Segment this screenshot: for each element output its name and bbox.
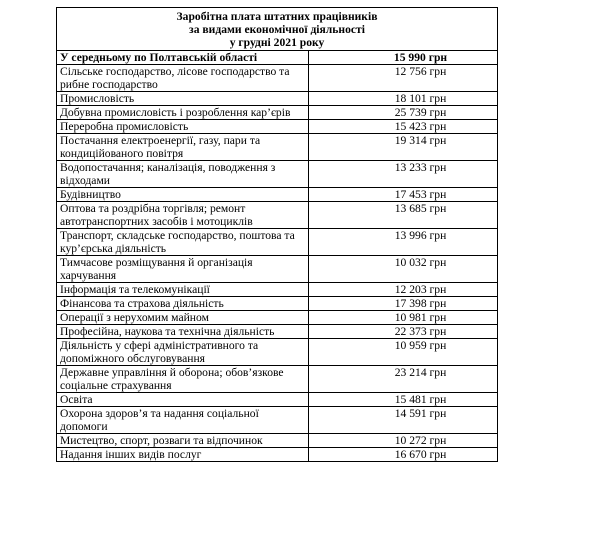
wage-value: 12 203 грн (394, 283, 447, 296)
activity-label: Освіта (57, 393, 309, 407)
wage-value: 13 685 грн (394, 202, 447, 215)
table-row (57, 134, 498, 161)
activity-label: Мистецтво, спорт, розваги та відпочинок (57, 434, 309, 448)
wage-value-cell (309, 229, 498, 256)
wage-value: 25 739 грн (394, 106, 447, 119)
table-row (57, 92, 498, 106)
table-row (57, 120, 498, 134)
wage-value: 18 101 грн (394, 92, 447, 105)
average-value-cell (309, 51, 498, 65)
wage-value-cell (309, 393, 498, 407)
average-label: У середньому по Полтавській області (57, 51, 309, 65)
table-row (57, 65, 498, 92)
wage-value: 17 453 грн (394, 188, 447, 201)
wage-value-cell (309, 106, 498, 120)
wage-value-cell (309, 92, 498, 106)
wage-value-cell (309, 161, 498, 188)
wage-value: 12 756 грн (394, 65, 447, 78)
activity-label: Постачання електроенергії, газу, пари та кондиційованого повітря (57, 134, 309, 161)
activity-label: Оптова та роздрібна торгівля; ремонт автотранспортних засобів і мотоциклів (57, 202, 309, 229)
table-row (57, 202, 498, 229)
wage-value: 13 233 грн (394, 161, 447, 174)
wage-table (56, 7, 498, 462)
wage-value: 19 314 грн (394, 134, 447, 147)
wage-value-cell (309, 65, 498, 92)
wage-value-cell (309, 311, 498, 325)
table-title-line: у грудні 2021 року (229, 36, 325, 49)
wage-value-cell (309, 283, 498, 297)
activity-label: Надання інших видів послуг (57, 448, 309, 462)
activity-label: Інформація та телекомунікації (57, 283, 309, 297)
table-row (57, 106, 498, 120)
table-row (57, 366, 498, 393)
table-row (57, 325, 498, 339)
wage-value-cell (309, 188, 498, 202)
table-row (57, 393, 498, 407)
wage-table-body (57, 8, 498, 462)
activity-label: Державне управління й оборона; обов’язкове соціальне страхування (57, 366, 309, 393)
wage-value: 14 591 грн (394, 407, 447, 420)
wage-value-cell (309, 256, 498, 283)
activity-label: Операції з нерухомим майном (57, 311, 309, 325)
table-row (57, 188, 498, 202)
activity-label: Фінансова та страхова діяльність (57, 297, 309, 311)
average-row (57, 51, 498, 65)
wage-value-cell (309, 448, 498, 462)
title-row (57, 8, 498, 51)
activity-label: Водопостачання; каналізація, поводження з відходами (57, 161, 309, 188)
wage-value: 10 959 грн (394, 339, 447, 352)
wage-value: 10 981 грн (394, 311, 447, 324)
table-row (57, 407, 498, 434)
wage-value: 15 423 грн (394, 120, 447, 133)
activity-label: Охорона здоров’я та надання соціальної допомоги (57, 407, 309, 434)
activity-label: Будівництво (57, 188, 309, 202)
wage-value-cell (309, 407, 498, 434)
activity-label: Тимчасове розміщування й організація харчування (57, 256, 309, 283)
table-row (57, 256, 498, 283)
wage-value: 17 398 грн (394, 297, 447, 310)
table-row (57, 448, 498, 462)
wage-value-cell (309, 434, 498, 448)
activity-label: Добувна промисловість і розроблення кар’єрів (57, 106, 309, 120)
wage-value-cell (309, 134, 498, 161)
table-title-line: за видами економічної діяльності (189, 23, 365, 36)
activity-label: Переробна промисловість (57, 120, 309, 134)
wage-value-cell (309, 339, 498, 366)
table-row (57, 311, 498, 325)
wage-value-cell (309, 202, 498, 229)
table-row (57, 229, 498, 256)
wage-value-cell (309, 366, 498, 393)
wage-value: 10 272 грн (394, 434, 447, 447)
table-row (57, 283, 498, 297)
wage-value: 16 670 грн (394, 448, 447, 461)
activity-label: Сільське господарство, лісове господарство та рибне господарство (57, 65, 309, 92)
wage-value: 10 032 грн (394, 256, 447, 269)
activity-label: Професійна, наукова та технічна діяльність (57, 325, 309, 339)
wage-value: 13 996 грн (394, 229, 447, 242)
activity-label: Транспорт, складське господарство, поштова та кур’єрська діяльність (57, 229, 309, 256)
table-title-line: Заробітна плата штатних працівників (176, 10, 378, 23)
wage-value-cell (309, 297, 498, 311)
wage-value: 15 481 грн (394, 393, 447, 406)
table-row (57, 434, 498, 448)
table-row (57, 339, 498, 366)
wage-value-cell (309, 325, 498, 339)
activity-label: Промисловість (57, 92, 309, 106)
wage-value-cell (309, 120, 498, 134)
wage-value: 22 373 грн (394, 325, 447, 338)
activity-label: Діяльність у сфері адміністративного та допоміжного обслуговування (57, 339, 309, 366)
average-value: 15 990 грн (393, 51, 448, 64)
table-row (57, 297, 498, 311)
table-title (57, 8, 498, 51)
wage-value: 23 214 грн (394, 366, 447, 379)
table-row (57, 161, 498, 188)
